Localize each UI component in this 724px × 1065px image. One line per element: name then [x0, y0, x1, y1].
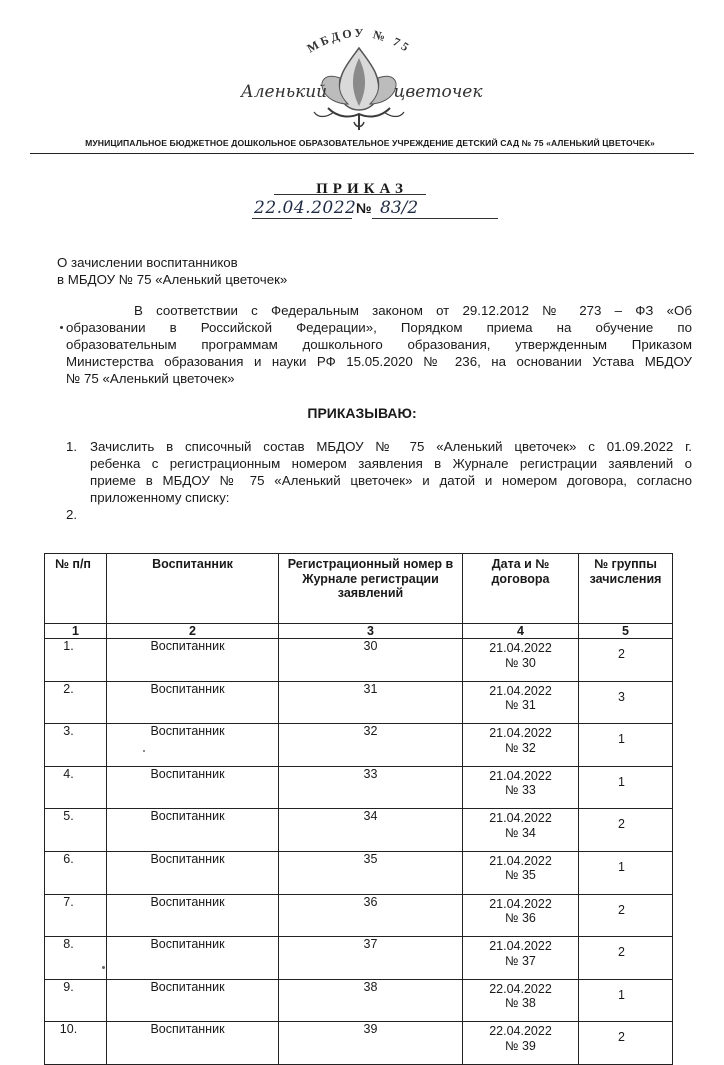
contract-cell — [463, 639, 579, 682]
contract-cell-contract: № 33 — [505, 783, 536, 798]
decree-heading: ПРИКАЗЫВАЮ: — [307, 405, 417, 421]
pupil-cell — [107, 639, 279, 682]
list-item-line: приеме в МБДОУ № 75 «Аленький цветочек» и датой и номером договора, согласно — [90, 473, 692, 488]
group-number-cell-group: 1 — [618, 987, 625, 1002]
registration-number-cell — [279, 894, 463, 937]
contract-cell — [463, 724, 579, 767]
table-row — [45, 1022, 673, 1065]
row-number-cell — [45, 724, 107, 767]
group-number-cell-group: 1 — [618, 732, 625, 747]
row-number-cell-num: 5. — [63, 809, 74, 824]
row-number-cell-num: 9. — [63, 979, 74, 994]
group-number-cell — [579, 851, 673, 894]
group-number-cell — [579, 766, 673, 809]
contract-cell — [463, 851, 579, 894]
group-number-cell-group: 2 — [618, 945, 625, 960]
scan-speck — [60, 326, 63, 329]
table-row — [45, 851, 673, 894]
scan-speck — [143, 750, 145, 752]
group-number-cell — [579, 724, 673, 767]
preamble-line: образовательным программам дошкольного образования, утвержденным Приказом — [66, 337, 692, 352]
registration-number-cell-reg: 30 — [363, 639, 378, 653]
contract-cell-date: 21.04.2022 — [489, 683, 552, 698]
order-date: 22.04.2022 — [254, 198, 357, 218]
row-number-cell — [45, 1022, 107, 1065]
pupil-cell — [107, 766, 279, 809]
enrollment-table — [44, 553, 673, 1065]
row-number-cell — [45, 809, 107, 852]
pupil-cell-pupil: Воспитанник — [150, 639, 225, 653]
table-header-row — [45, 554, 673, 624]
list-item — [66, 438, 692, 506]
row-number-cell — [45, 937, 107, 980]
pupil-cell — [107, 894, 279, 937]
contract-cell-contract: № 36 — [505, 911, 536, 926]
registration-number-cell-reg: 35 — [363, 851, 378, 866]
list-item-number: 2. — [66, 507, 78, 522]
group-number-cell — [579, 639, 673, 682]
list-item-line: приложенному списку: — [90, 490, 230, 505]
preamble-line: Министерства образования и науки РФ 15.05.2020 № 236, на основании Устава МБДОУ — [66, 354, 692, 369]
contract-cell-contract: № 34 — [505, 825, 536, 840]
contract-cell — [463, 894, 579, 937]
group-number-cell — [579, 681, 673, 724]
preamble-paragraph — [66, 302, 692, 387]
contract-cell — [463, 809, 579, 852]
table-row — [45, 894, 673, 937]
list-item-line: ребенка с регистрационным номером заявления в Журнале регистрации заявлений о — [90, 456, 692, 471]
table-row — [45, 809, 673, 852]
date-underline — [252, 218, 352, 219]
pupil-cell-pupil: Воспитанник — [150, 1022, 225, 1037]
scan-speck — [102, 966, 105, 969]
group-number-cell-group: 1 — [618, 859, 625, 874]
contract-cell — [463, 937, 579, 980]
group-number-cell-group: 2 — [618, 902, 625, 917]
table-row — [45, 937, 673, 980]
pupil-cell-pupil: Воспитанник — [150, 724, 225, 739]
number-underline — [372, 218, 498, 219]
logo-name-right: цветочек — [393, 82, 483, 102]
tulip-flower-icon — [314, 48, 404, 130]
group-number-cell-group: 3 — [618, 689, 625, 704]
group-number-cell — [579, 979, 673, 1022]
list-item-number: 1. — [66, 439, 78, 454]
group-number-cell-group: 2 — [618, 647, 625, 661]
registration-number-cell-reg: 33 — [363, 766, 378, 781]
number-sign: № — [356, 200, 372, 216]
order-number: 83/2 — [380, 198, 419, 218]
preamble-line: образовании в Российской Федерации», Порядком приема на обучение по — [66, 320, 692, 335]
row-number-cell — [45, 894, 107, 937]
contract-cell-date: 21.04.2022 — [489, 853, 552, 868]
pupil-cell — [107, 681, 279, 724]
column-number: 3 — [279, 624, 463, 639]
registration-number-cell — [279, 979, 463, 1022]
registration-number-cell — [279, 851, 463, 894]
contract-cell-date: 21.04.2022 — [489, 811, 552, 826]
group-number-cell — [579, 894, 673, 937]
document-title: ПРИКАЗ — [316, 181, 408, 197]
pupil-cell — [107, 851, 279, 894]
column-header-group: № группы зачисления — [579, 554, 673, 624]
title-underline — [274, 194, 426, 195]
contract-cell-contract: № 38 — [505, 996, 536, 1011]
row-number-cell-num: 1. — [63, 639, 74, 653]
list-item-line: Зачислить в списочный состав МБДОУ № 75 «Аленький цветочек» с 01.09.2022 г. — [90, 439, 692, 454]
pupil-cell — [107, 1022, 279, 1065]
table-row — [45, 979, 673, 1022]
row-number-cell — [45, 851, 107, 894]
column-number: 1 — [45, 624, 107, 639]
registration-number-cell — [279, 681, 463, 724]
contract-cell-date: 21.04.2022 — [489, 939, 552, 954]
row-number-cell — [45, 681, 107, 724]
column-header-pupil: Воспитанник — [107, 554, 279, 624]
pupil-cell-pupil: Воспитанник — [150, 894, 225, 909]
table-row — [45, 639, 673, 682]
contract-cell — [463, 979, 579, 1022]
row-number-cell-num: 6. — [63, 851, 74, 866]
contract-cell — [463, 1022, 579, 1065]
registration-number-cell-reg: 38 — [363, 979, 378, 994]
contract-cell-date: 22.04.2022 — [489, 981, 552, 996]
row-number-cell — [45, 766, 107, 809]
registration-number-cell-reg: 39 — [363, 1022, 378, 1037]
list-item — [66, 506, 692, 523]
subject-line: в МБДОУ № 75 «Аленький цветочек» — [57, 272, 288, 287]
registration-number-cell — [279, 724, 463, 767]
pupil-cell — [107, 979, 279, 1022]
preamble-line: В соответствии с Федеральным законом от 29.12.2012 № 273 – ФЗ «Об — [134, 303, 692, 318]
preamble-line: № 75 «Аленький цветочек» — [66, 371, 235, 386]
order-date-number — [244, 198, 504, 222]
registration-number-cell — [279, 639, 463, 682]
contract-cell-contract: № 35 — [505, 868, 536, 883]
header-divider — [30, 153, 694, 154]
table-column-numbers-row — [45, 624, 673, 639]
row-number-cell-num: 3. — [63, 724, 74, 739]
group-number-cell-group: 2 — [618, 1030, 625, 1045]
column-header-contract: Дата и № договора — [463, 554, 579, 624]
registration-number-cell — [279, 1022, 463, 1065]
pupil-cell-pupil: Воспитанник — [150, 979, 225, 994]
row-number-cell-num: 2. — [63, 681, 74, 696]
list-item-line — [90, 506, 692, 523]
registration-number-cell-reg: 32 — [363, 724, 378, 739]
contract-cell-contract: № 37 — [505, 953, 536, 968]
organization-name: МУНИЦИПАЛЬНОЕ БЮДЖЕТНОЕ ДОШКОЛЬНОЕ ОБРАЗОВАТЕЛЬНОЕ УЧРЕЖДЕНИЕ ДЕТСКИЙ САД № 75 «АЛЕНЬКИЙ ЦВЕТОЧЕК» — [85, 138, 655, 148]
contract-cell-date: 21.04.2022 — [489, 896, 552, 911]
registration-number-cell — [279, 766, 463, 809]
decree-list — [66, 438, 692, 523]
column-header-number: № п/п — [45, 554, 107, 624]
pupil-cell-pupil: Воспитанник — [150, 937, 225, 952]
pupil-cell — [107, 809, 279, 852]
contract-cell-date: 21.04.2022 — [489, 641, 552, 655]
row-number-cell — [45, 639, 107, 682]
contract-cell-contract: № 31 — [505, 698, 536, 713]
table-row — [45, 766, 673, 809]
group-number-cell — [579, 809, 673, 852]
column-number: 5 — [579, 624, 673, 639]
row-number-cell-num: 10. — [59, 1022, 78, 1037]
group-number-cell — [579, 937, 673, 980]
order-subject — [57, 254, 287, 288]
contract-cell-contract: № 30 — [505, 655, 536, 670]
column-number: 2 — [107, 624, 279, 639]
group-number-cell-group: 2 — [618, 817, 625, 832]
logo-arc-text: МБДОУ № 75 — [304, 25, 414, 56]
registration-number-cell-reg: 36 — [363, 894, 378, 909]
registration-number-cell-reg: 37 — [363, 937, 378, 952]
table-row — [45, 681, 673, 724]
row-number-cell-num: 7. — [63, 894, 74, 909]
table-row — [45, 724, 673, 767]
pupil-cell-pupil: Воспитанник — [150, 681, 225, 696]
pupil-cell-pupil: Воспитанник — [150, 766, 225, 781]
kindergarten-logo — [228, 18, 490, 136]
row-number-cell — [45, 979, 107, 1022]
contract-cell-contract: № 32 — [505, 740, 536, 755]
registration-number-cell — [279, 809, 463, 852]
subject-line: О зачислении воспитанников — [57, 255, 238, 270]
contract-cell-date: 21.04.2022 — [489, 768, 552, 783]
contract-cell-date: 22.04.2022 — [489, 1024, 552, 1039]
contract-cell — [463, 681, 579, 724]
contract-cell-date: 21.04.2022 — [489, 726, 552, 741]
pupil-cell-pupil: Воспитанник — [150, 809, 225, 824]
contract-cell-contract: № 39 — [505, 1038, 536, 1053]
registration-number-cell-reg: 31 — [363, 681, 378, 696]
pupil-cell — [107, 937, 279, 980]
registration-number-cell — [279, 937, 463, 980]
logo-name-left: Аленький — [240, 82, 328, 102]
contract-cell — [463, 766, 579, 809]
pupil-cell — [107, 724, 279, 767]
column-header-registration: Регистрационный номер в Журнале регистрации заявлений — [279, 554, 463, 624]
column-number: 4 — [463, 624, 579, 639]
group-number-cell — [579, 1022, 673, 1065]
row-number-cell-num: 8. — [63, 937, 74, 952]
table-body — [45, 639, 673, 1065]
row-number-cell-num: 4. — [63, 766, 74, 781]
group-number-cell-group: 1 — [618, 774, 625, 789]
registration-number-cell-reg: 34 — [363, 809, 378, 824]
pupil-cell-pupil: Воспитанник — [150, 851, 225, 866]
